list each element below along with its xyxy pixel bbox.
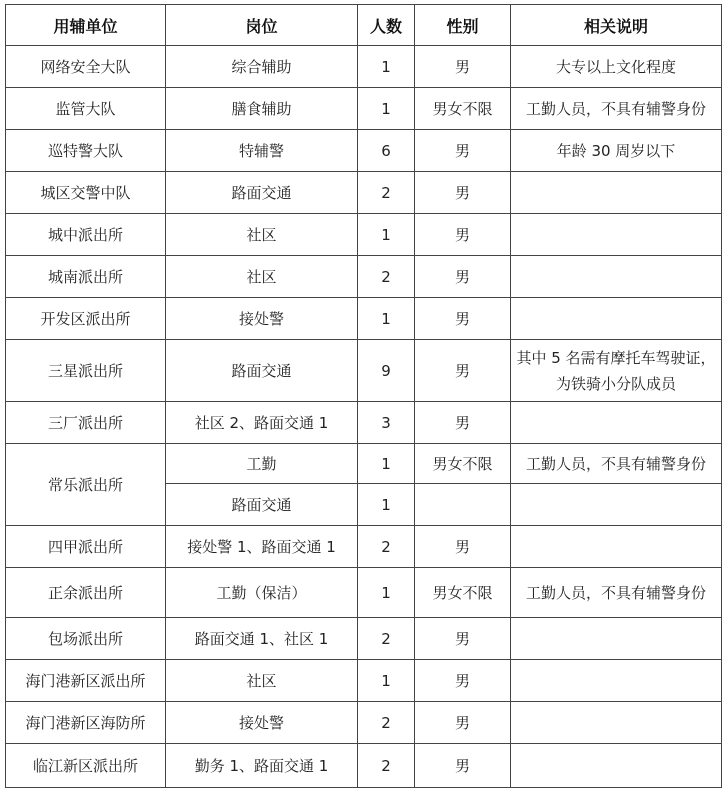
table-row [6,340,722,402]
cell-count: 2 [358,702,415,744]
cell-count: 1 [358,298,415,340]
cell-note: 工勤人员，不具有辅警身份 [511,568,722,618]
cell-gender: 男 [415,214,511,256]
cell-unit: 四甲派出所 [6,526,166,568]
cell-gender: 男 [415,402,511,444]
cell-count: 9 [358,340,415,402]
table-row [6,298,722,340]
cell-post: 膳食辅助 [166,88,358,130]
cell-note [511,744,722,788]
recruitment-table [5,4,722,788]
cell-count: 1 [358,444,415,484]
table-row [6,618,722,660]
table-row [6,660,722,702]
cell-post: 社区 2、路面交通 1 [166,402,358,444]
cell-post: 接处警 1、路面交通 1 [166,526,358,568]
table-row [6,526,722,568]
cell-count: 1 [358,88,415,130]
cell-note [511,172,722,214]
cell-note: 工勤人员，不具有辅警身份 [511,444,722,484]
cell-post: 路面交通 [166,484,358,526]
cell-unit: 城中派出所 [6,214,166,256]
cell-note [511,214,722,256]
table-row [6,172,722,214]
cell-post: 接处警 [166,702,358,744]
cell-post: 社区 [166,256,358,298]
cell-unit: 网络安全大队 [6,46,166,88]
cell-count: 1 [358,568,415,618]
cell-gender: 男女不限 [415,444,511,484]
cell-gender [415,484,511,526]
header-count: 人数 [358,5,415,46]
cell-gender: 男 [415,702,511,744]
cell-count: 1 [358,660,415,702]
cell-unit: 三星派出所 [6,340,166,402]
cell-note [511,702,722,744]
cell-post: 社区 [166,214,358,256]
cell-note [511,484,722,526]
cell-unit: 城区交警中队 [6,172,166,214]
header-note: 相关说明 [511,5,722,46]
cell-unit: 海门港新区派出所 [6,660,166,702]
cell-post: 路面交通 [166,172,358,214]
cell-unit: 包场派出所 [6,618,166,660]
cell-post: 勤务 1、路面交通 1 [166,744,358,788]
cell-gender: 男 [415,172,511,214]
cell-post: 综合辅助 [166,46,358,88]
cell-count: 2 [358,526,415,568]
cell-gender: 男女不限 [415,568,511,618]
cell-post: 路面交通 [166,340,358,402]
cell-unit: 三厂派出所 [6,402,166,444]
cell-note [511,526,722,568]
cell-unit: 常乐派出所 [6,444,166,526]
cell-count: 1 [358,214,415,256]
cell-post: 工勤 [166,444,358,484]
cell-note: 其中 5 名需有摩托车驾驶证，为铁骑小分队成员 [511,340,722,402]
cell-gender: 男 [415,526,511,568]
cell-gender: 男 [415,256,511,298]
cell-post: 工勤（保洁） [166,568,358,618]
cell-count: 1 [358,46,415,88]
cell-gender: 男 [415,660,511,702]
table-row [6,444,722,484]
cell-gender: 男女不限 [415,88,511,130]
cell-post: 接处警 [166,298,358,340]
table-row [6,130,722,172]
cell-count: 6 [358,130,415,172]
table-row [6,214,722,256]
cell-note [511,618,722,660]
cell-unit: 海门港新区海防所 [6,702,166,744]
table-row [6,256,722,298]
cell-post: 特辅警 [166,130,358,172]
cell-note [511,402,722,444]
cell-unit: 正余派出所 [6,568,166,618]
cell-count: 2 [358,172,415,214]
cell-unit: 临江新区派出所 [6,744,166,788]
cell-gender: 男 [415,46,511,88]
table-row [6,402,722,444]
cell-unit: 巡特警大队 [6,130,166,172]
cell-count: 1 [358,484,415,526]
table-row [6,88,722,130]
cell-note: 工勤人员，不具有辅警身份 [511,88,722,130]
cell-gender: 男 [415,130,511,172]
table-row [6,46,722,88]
cell-count: 3 [358,402,415,444]
cell-note: 大专以上文化程度 [511,46,722,88]
header-unit: 用辅单位 [6,5,166,46]
cell-note: 年龄 30 周岁以下 [511,130,722,172]
cell-gender: 男 [415,298,511,340]
cell-count: 2 [358,256,415,298]
cell-unit: 城南派出所 [6,256,166,298]
cell-note [511,256,722,298]
cell-count: 2 [358,744,415,788]
cell-gender: 男 [415,340,511,402]
cell-gender: 男 [415,618,511,660]
cell-post: 社区 [166,660,358,702]
header-post: 岗位 [166,5,358,46]
cell-note [511,298,722,340]
header-gender: 性别 [415,5,511,46]
table-row [6,568,722,618]
cell-count: 2 [358,618,415,660]
cell-post: 路面交通 1、社区 1 [166,618,358,660]
table-row [6,702,722,744]
table-row [6,744,722,788]
cell-unit: 监管大队 [6,88,166,130]
cell-note [511,660,722,702]
cell-unit: 开发区派出所 [6,298,166,340]
cell-gender: 男 [415,744,511,788]
table-header-row [6,5,722,46]
